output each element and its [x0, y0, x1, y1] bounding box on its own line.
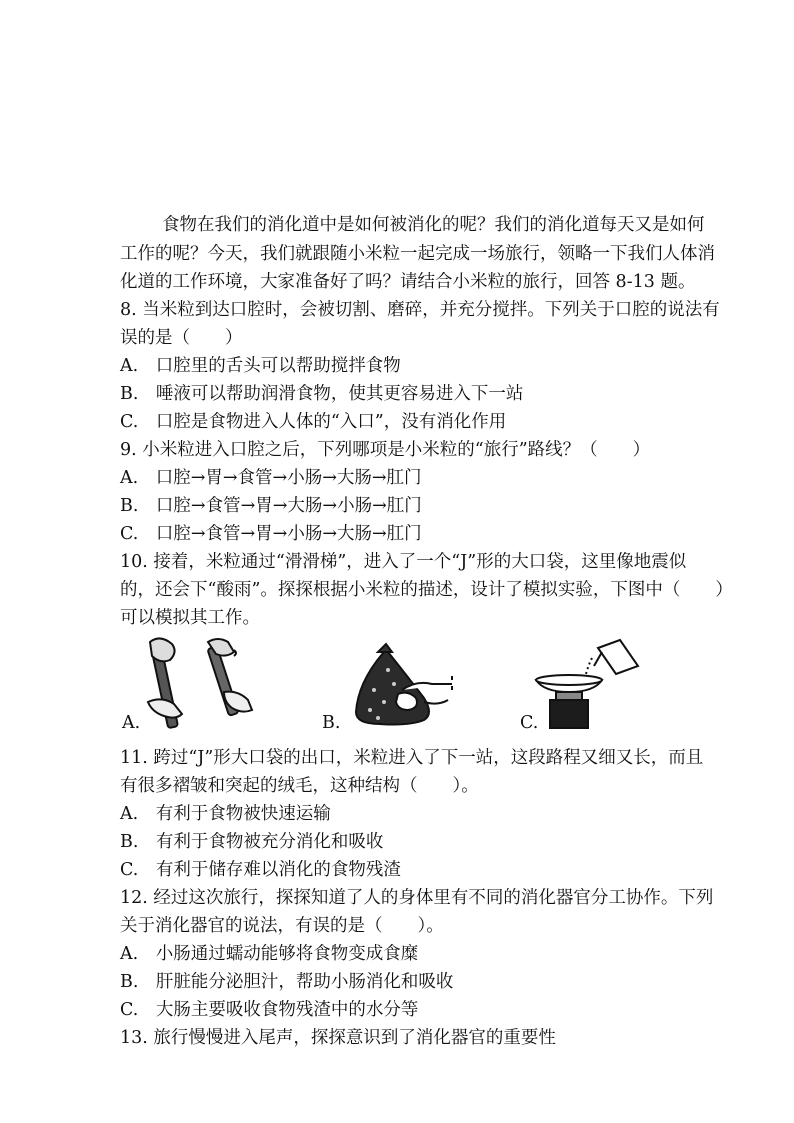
q13-stem: 13. 旅行慢慢进入尾声，探探意识到了消化器官的重要性	[120, 1028, 556, 1048]
q12-option-a: A. 小肠通过蠕动能够将食物变成食糜	[120, 944, 419, 964]
figure-c-illustration	[532, 638, 642, 730]
q9-stem: 9. 小米粒进入口腔之后，下列哪项是小米粒的“旅行”路线？（ ）	[120, 440, 651, 460]
figure-c-label: C.	[520, 713, 539, 733]
intro-line-3: 化道的工作环境，大家准备好了吗？请结合小米粒的旅行，回答 8-13 题。	[120, 272, 696, 292]
figure-b-illustration	[348, 640, 458, 730]
q11-option-c: C. 有利于储存难以消化的食物残渣	[120, 860, 401, 880]
q11-stem-2: 有很多褶皱和突起的绒毛，这种结构（ ）。	[120, 776, 479, 796]
figure-a-label: A.	[122, 713, 141, 733]
q12-option-b: B. 肝脏能分泌胆汁，帮助小肠消化和吸收	[120, 972, 454, 992]
q12-stem-2: 关于消化器官的说法，有误的是（ ）。	[120, 916, 444, 936]
q9-option-c: C. 口腔→食管→胃→小肠→大肠→肛门	[120, 524, 422, 544]
q10-figures	[120, 632, 640, 732]
q11-option-a: A. 有利于食物被快速运输	[120, 804, 331, 824]
q8-option-b: B. 唾液可以帮助润滑食物，使其更容易进入下一站	[120, 384, 524, 404]
q8-stem-2: 误的是（ ）	[120, 328, 243, 348]
figure-b-label: B.	[322, 713, 341, 733]
q12-stem-1: 12. 经过这次旅行，探探知道了人的身体里有不同的消化器官分工协作。下列	[120, 888, 714, 908]
q10-stem-3: 可以模拟其工作。	[120, 608, 260, 628]
figure-a-illustration	[138, 632, 258, 732]
intro-line-2: 工作的呢？今天，我们就跟随小米粒一起完成一场旅行，领略一下我们人体消	[120, 244, 715, 264]
q9-option-b: B. 口腔→食管→胃→大肠→小肠→肛门	[120, 496, 422, 516]
q12-option-c: C. 大肠主要吸收食物残渣中的水分等	[120, 1000, 419, 1020]
q11-stem-1: 11. 跨过“J”形大口袋的出口，米粒进入了下一站，这段路程又细又长，而且	[120, 748, 704, 768]
q8-stem-1: 8. 当米粒到达口腔时，会被切割、磨碎，并充分搅拌。下列关于口腔的说法有	[120, 300, 720, 320]
q9-option-a: A. 口腔→胃→食管→小肠→大肠→肛门	[120, 468, 422, 488]
q8-option-c: C. 口腔是食物进入人体的“入口”，没有消化作用	[120, 412, 507, 432]
intro-line-1: 食物在我们的消化道中是如何被消化的呢？我们的消化道每天又是如何	[162, 215, 705, 235]
q10-stem-1: 10. 接着，米粒通过“滑滑梯”，进入了一个“J”形的大口袋，这里像地震似	[120, 552, 687, 572]
q11-option-b: B. 有利于食物被充分消化和吸收	[120, 832, 384, 852]
q8-option-a: A. 口腔里的舌头可以帮助搅拌食物	[120, 356, 401, 376]
q10-stem-2: 的，还会下“酸雨”。探探根据小米粒的描述，设计了模拟实验，下图中（ ）	[120, 580, 733, 600]
